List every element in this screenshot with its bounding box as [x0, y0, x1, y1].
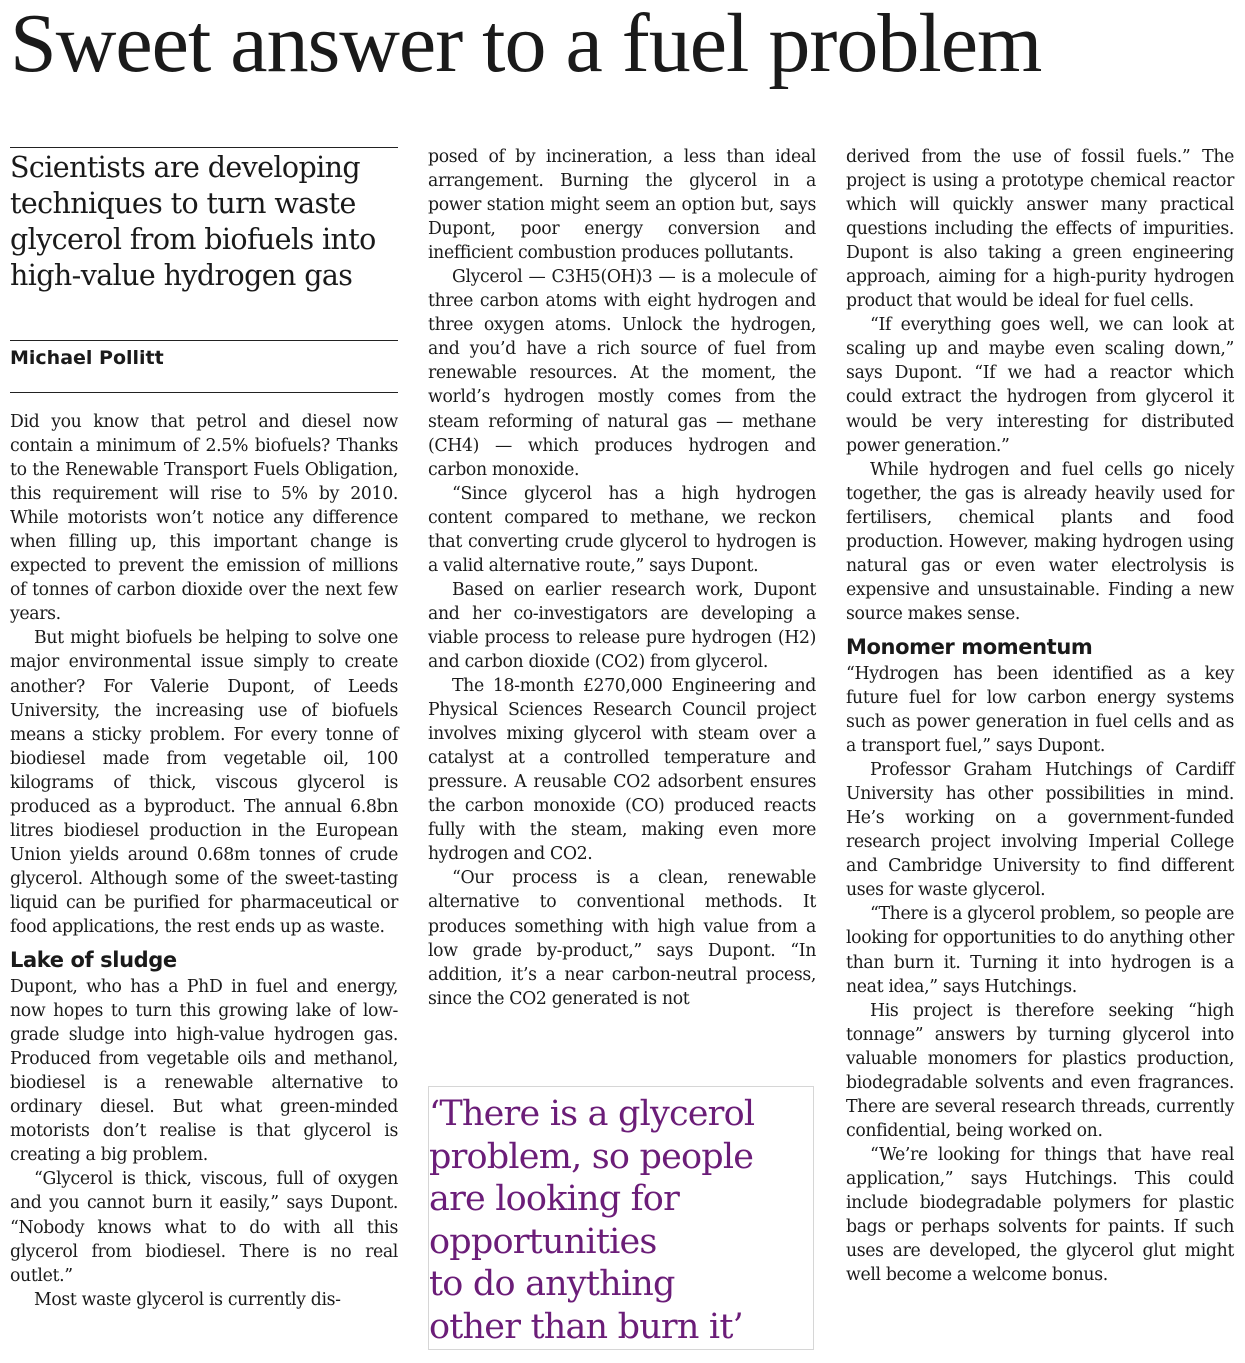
subheading-lake-of-sludge: Lake of sludge	[10, 948, 177, 973]
body-paragraph: derived from the use of fossil fuels.” The project is using a prototype chemical reactor which will quickly answer many practical questions including the effects of impurities. Dupont is also taking a green engineering approach, aiming for a high-purity hydrogen product that would be ideal for fuel cells.	[846, 147, 1234, 312]
body-paragraph: But might biofuels be helping to solve one major environmental issue simply to create another? For Valerie Dupont, of Leeds University, the increasing use of biofuels means a sticky problem. For every tonne of biodiesel made from vegetable oil, 100 kilograms of thick, viscous glycerol is produced as a byproduct. The annual 6.8bn litres biodiesel production in the European Union yields around 0.68m tonnes of crude glycerol. Although some of the sweet-tasting liquid can be purified for pharmaceutical or food applications, the rest ends up as waste.	[10, 628, 398, 937]
body-paragraph: “If everything goes well, we can look at scaling up and maybe even scaling down,” says Dupont. “If we had a reactor which could extract the hydrogen from glycerol it would be very interesting for distributed power generation.”	[846, 315, 1234, 456]
body-paragraph: Did you know that petrol and diesel now contain a minimum of 2.5% biofuels? Thanks to the Renewable Transport Fuels Obligation, this requirement will rise to 5% by 2010. While motorists won’t notice any difference when filling up, this important change is expected to prevent the emission of millions of tonnes of carbon dioxide over the next few years.	[10, 412, 398, 625]
body-paragraph: Glycerol — C3H5(OH)3 — is a molecule of three carbon atoms with eight hydrogen and three oxygen atoms. Unlock the hydrogen, and you’d have a rich source of fuel from renewable resources. At the moment, the world’s hydrogen mostly comes from the steam reforming of natural gas — methane (CH4) — which produces hydrogen and carbon monoxide.	[428, 267, 816, 480]
body-paragraph: “Since glycerol has a high hydrogen content compared to methane, we reckon that converting crude glycerol to hydrogen is a valid alternative route,” says Dupont.	[428, 483, 816, 576]
body-paragraph: Professor Graham Hutchings of Cardiff University has other possibilities in mind. He’s working on a government-funded research project involving Imperial College and Cambridge University to find different uses for waste glycerol.	[846, 760, 1234, 901]
byline-top-rule	[10, 340, 398, 341]
standfirst: Scientists are developing techniques to turn waste glycerol from biofuels into high-value hydrogen gas	[10, 151, 376, 292]
byline-bottom-rule	[10, 392, 398, 393]
article-column-2	[428, 145, 816, 1011]
body-paragraph: “Hydrogen has been identified as a key future fuel for low carbon energy systems such as power generation in fuel cells and as a transport fuel,” says Dupont.	[846, 663, 1234, 757]
body-paragraph: The 18-month £270,000 Engineering and Physical Sciences Research Council project involves mixing glycerol with steam over a catalyst at a controlled temperature and pressure. A reusable CO2 adsorbent ensures the carbon monoxide (CO) produced reacts fully with the steam, making even more hydrogen and CO2.	[428, 676, 816, 865]
body-paragraph: His project is therefore seeking “high tonnage” answers by turning glycerol into valuable monomers for plastics production, biodegradable solvents and even fragrances. There are several research threads, currently confidential, being worked on.	[846, 1000, 1234, 1141]
article-column-1	[10, 410, 398, 1312]
body-paragraph: Based on earlier research work, Dupont and her co-investigators are developing a viable process to release pure hydrogen (H2) and carbon dioxide (CO2) from glycerol.	[428, 579, 816, 672]
subheading-monomer-momentum: Monomer momentum	[846, 634, 1093, 659]
byline: Michael Pollitt	[10, 347, 164, 369]
body-paragraph: While hydrogen and fuel cells go nicely together, the gas is already heavily used for fertilisers, chemical plants and food production. However, making hydrogen using natural gas or even water electrolysis is expensive and unsustainable. Finding a new source makes sense.	[846, 459, 1234, 624]
standfirst-top-rule	[10, 147, 398, 148]
body-paragraph: posed of by incineration, a less than ideal arrangement. Burning the glycerol in a power station might seem an option but, says Dupont, poor energy conversion and inefficient combustion produces pollutants.	[428, 147, 816, 264]
body-paragraph: “Our process is a clean, renewable alternative to conventional methods. It produces something with high value from a low grade by-product,” says Dupont. “In addition, it’s a near carbon-neutral process, since the CO2 generated is not	[428, 868, 816, 1009]
headline: Sweet answer to a fuel problem	[10, 0, 1042, 90]
body-paragraph: “Glycerol is thick, viscous, full of oxygen and you cannot burn it easily,” says Dupont. “Nobody knows what to do with all this glycerol from biodiesel. There is no real outlet.”	[10, 1169, 398, 1286]
article-column-3	[846, 145, 1234, 1287]
body-paragraph: “There is a glycerol problem, so people are looking for opportunities to do anything other than burn it. Turning it into hydrogen is a neat idea,” says Hutchings.	[846, 904, 1234, 997]
body-paragraph: Dupont, who has a PhD in fuel and energy, now hopes to turn this growing lake of low-grade sludge into high-value hydrogen gas. Produced from vegetable oils and methanol, biodiesel is a renewable alternative to ordinary diesel. But what green-minded motorists don’t realise is that glycerol is creating a big problem.	[10, 977, 398, 1166]
pull-quote-box	[428, 1086, 814, 1350]
body-paragraph: Most waste glycerol is currently dis-	[34, 1289, 341, 1310]
pull-quote-text: ‘There is a glycerol problem, so people are looking for opportunities to do anything other than burn it’	[429, 1094, 755, 1347]
body-paragraph: “We’re looking for things that have real application,” says Hutchings. This could include biodegradable polymers for plastic bags or perhaps solvents for paints. If such uses are developed, the glycerol glut might well become a welcome bonus.	[846, 1144, 1234, 1286]
